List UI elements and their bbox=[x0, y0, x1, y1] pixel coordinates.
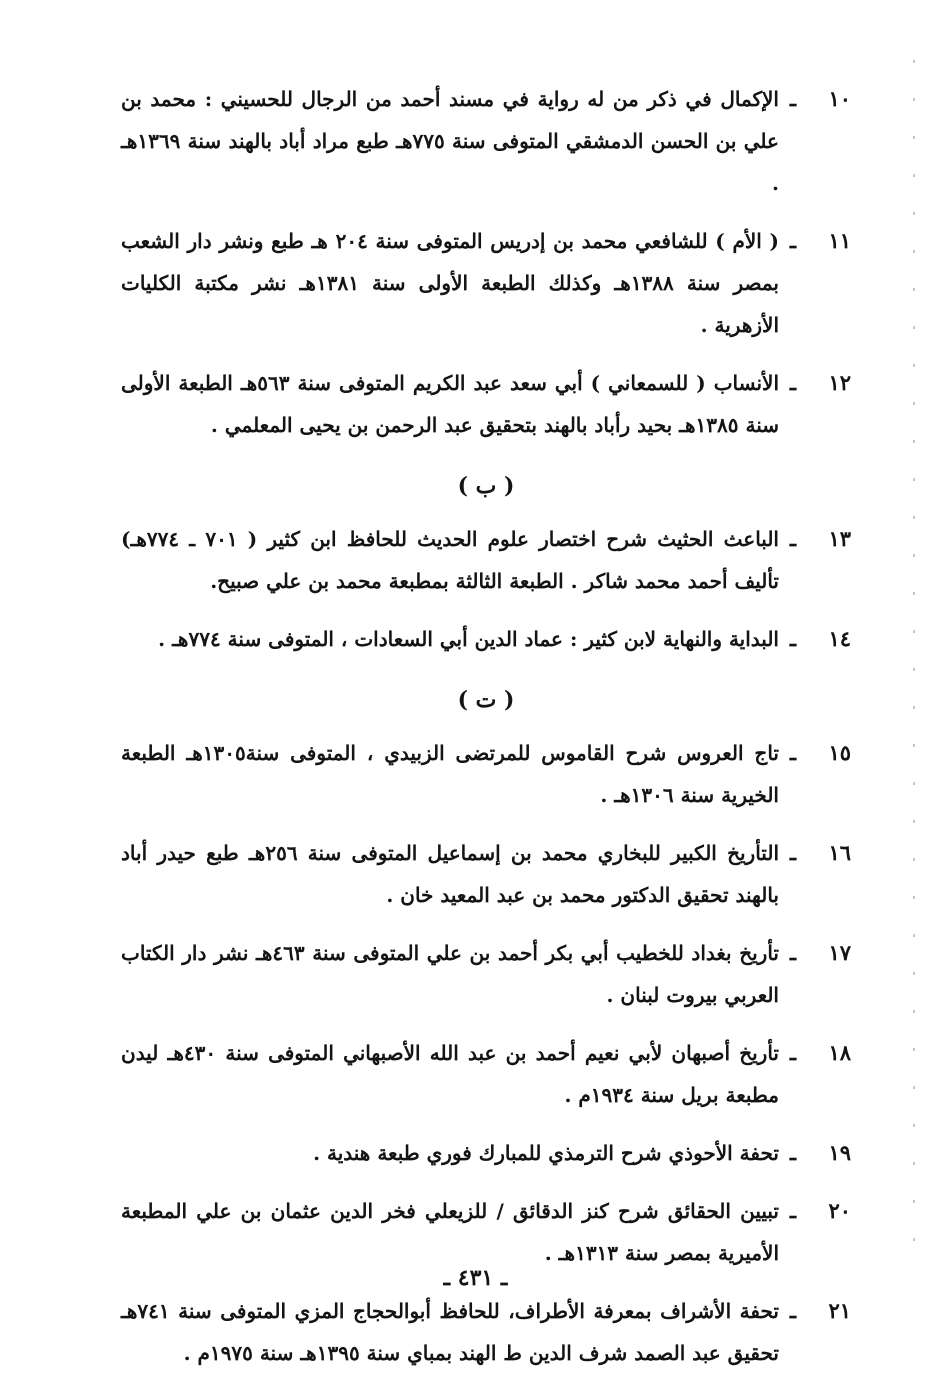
entry-dash: ـ bbox=[789, 626, 797, 651]
entry-number: ١١ bbox=[828, 228, 851, 253]
entry-text: الأنساب ( للسمعاني ) أبي سعد عبد الكريم المتوفى سنة ٥٦٣هـ الطبعة الأولى سنة ١٣٨٥هـ بحيد رأباد بالهند بتحقيق عبد الرحمن بن يحيى المعلمي . bbox=[121, 371, 780, 437]
entry-number: ١٥ bbox=[828, 740, 851, 765]
bibliography-entry bbox=[121, 618, 851, 660]
bibliography-entry bbox=[121, 732, 851, 816]
entry-text: التأريخ الكبير للبخاري محمد بن إسماعيل المتوفى سنة ٢٥٦هـ طبع حيدر أباد بالهند تحقيق الدكتور محمد بن عبد المعيد خان . bbox=[121, 841, 779, 907]
entry-number: ١٢ bbox=[828, 370, 851, 395]
section-heading-ba: ( ب ) bbox=[457, 473, 515, 499]
section-heading-ta: ( ت ) bbox=[457, 687, 515, 713]
bibliography-entry bbox=[121, 1290, 851, 1374]
bibliography-entry bbox=[121, 362, 851, 446]
entry-number: ١٠ bbox=[828, 86, 851, 111]
bibliography-entry bbox=[121, 220, 851, 346]
entry-text: تبيين الحقائق شرح كنز الدقائق / للزيعلي فخر الدين عثمان بن علي المطبعة الأميرية بمصر سنة ١٣١٣هـ . bbox=[121, 1199, 779, 1265]
entry-dash: ـ bbox=[789, 940, 797, 965]
entry-text: الباعث الحثيث شرح اختصار علوم الحديث للحافظ ابن كثير ( ٧٠١ ـ ٧٧٤هـ) تأليف أحمد محمد شاكر . الطبعة الثالثة بمطبعة محمد بن علي صبيح. bbox=[121, 527, 779, 593]
scan-edge-marks bbox=[913, 60, 915, 1260]
entry-text: البداية والنهاية لابن كثير : عماد الدين أبي السعادات ، المتوفى سنة ٧٧٤هـ . bbox=[158, 627, 779, 651]
entry-dash: ـ bbox=[789, 840, 797, 865]
entry-number: ١٩ bbox=[828, 1140, 851, 1165]
bibliography-entry bbox=[121, 518, 851, 602]
entry-dash: ـ bbox=[789, 1040, 797, 1065]
entry-number: ١٨ bbox=[828, 1040, 851, 1065]
entry-text: تاج العروس شرح القاموس للمرتضى الزبيدي ، المتوفى سنة١٣٠٥هـ الطبعة الخيرية سنة ١٣٠٦هـ . bbox=[121, 741, 779, 807]
entry-dash: ـ bbox=[789, 1198, 797, 1223]
entry-number: ٢٠ bbox=[828, 1198, 851, 1223]
bibliography-entry bbox=[121, 832, 851, 916]
entries-group-alif bbox=[121, 78, 851, 446]
entry-number: ١٣ bbox=[828, 526, 851, 551]
page-number: ـ ٤٣١ ـ bbox=[443, 1265, 508, 1291]
entry-text: تأريخ أصبهان لأبي نعيم أحمد بن عبد الله الأصبهاني المتوفى سنة ٤٣٠هـ ليدن مطبعة بريل سنة ١٩٣٤م . bbox=[121, 1041, 779, 1107]
entry-number: ١٧ bbox=[828, 940, 851, 965]
entry-dash: ـ bbox=[789, 370, 797, 395]
entry-number: ١٤ bbox=[828, 626, 851, 651]
bibliography-entry bbox=[121, 78, 851, 204]
entry-dash: ـ bbox=[789, 228, 797, 253]
entry-text: الإكمال في ذكر من له رواية في مسند أحمد من الرجال للحسيني : محمد بن علي بن الحسن الدمشقي المتوفى سنة ٧٧٥هـ طبع مراد أباد بالهند سنة ١٣٦٩هـ . bbox=[121, 87, 779, 195]
bibliography-page bbox=[121, 78, 851, 1390]
entry-dash: ـ bbox=[789, 1140, 797, 1165]
entry-dash: ـ bbox=[789, 86, 797, 111]
entry-text: ( الأم ) للشافعي محمد بن إدريس المتوفى سنة ٢٠٤ هـ طبع ونشر دار الشعب بمصر سنة ١٣٨٨هـ وكذلك الطبعة الأولى سنة ١٣٨١هـ نشر مكتبة الكليات الأزهرية . bbox=[121, 229, 780, 337]
entry-text: تحفة الأحوذي شرح الترمذي للمبارك فوري طبعة هندية . bbox=[313, 1141, 779, 1165]
entries-group-ba bbox=[121, 518, 851, 660]
entry-text: تحفة الأشراف بمعرفة الأطراف، للحافظ أبوالحجاج المزي المتوفى سنة ٧٤١هـ تحقيق عبد الصمد شرف الدين ط الهند بمباي سنة ١٣٩٥هـ سنة ١٩٧٥م . bbox=[121, 1299, 779, 1365]
bibliography-entry bbox=[121, 1132, 851, 1174]
entry-dash: ـ bbox=[789, 740, 797, 765]
entry-text: تأريخ بغداد للخطيب أبي بكر أحمد بن علي المتوفى سنة ٤٦٣هـ نشر دار الكتاب العربي بيروت لبنان . bbox=[121, 941, 779, 1007]
entry-number: ٢١ bbox=[828, 1298, 851, 1323]
bibliography-entry bbox=[121, 1032, 851, 1116]
entry-dash: ـ bbox=[789, 526, 797, 551]
entry-number: ١٦ bbox=[828, 840, 851, 865]
bibliography-entry bbox=[121, 932, 851, 1016]
entry-dash: ـ bbox=[789, 1298, 797, 1323]
